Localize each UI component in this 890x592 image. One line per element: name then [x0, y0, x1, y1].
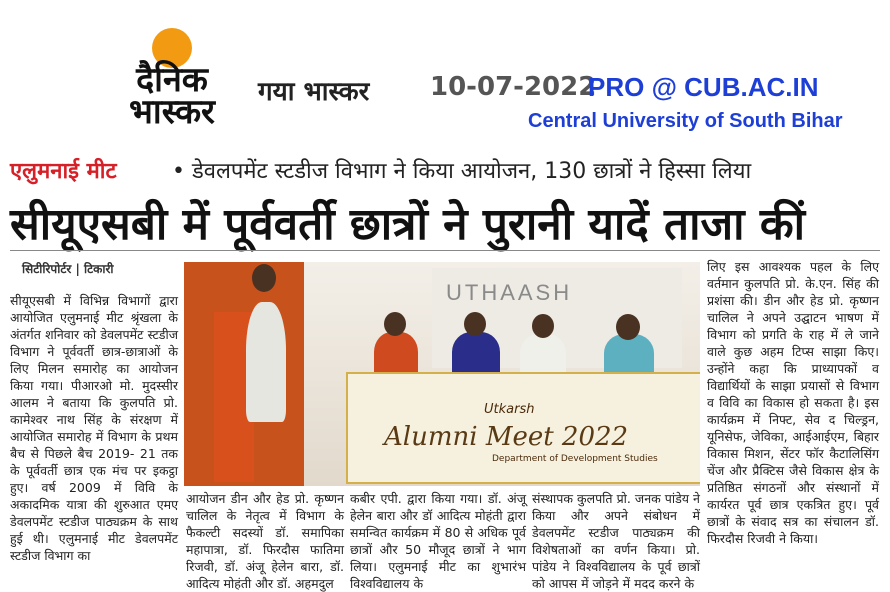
article-headline: सीयूएसबी में पूर्ववर्ती छात्रों ने पुरानी यादें ताजा कीं — [10, 199, 806, 250]
banner-script: Utkarsh — [484, 402, 535, 417]
article-column-5: लिए इस आवश्यक पहल के लिए वर्तमान कुलपति प्रो. के.एन. सिंह की प्रशंसा की। डीन और हेड प्रो. कृष्णन चालिल ने अपने उद्घाटन भाषण में विभाग को प्रगति के राह में ले जाने वाले कुछ अहम टिप्स साझा किए। उन्होंने कहा कि प्राध्यापकों व विद्यार्थियों के साझा प्रयासों से विभाग व विवि का विकास हो सकता है। इस कार्यक्रम में निफ्ट, सेव द चिल्ड्रन, यूनिसेफ, जेविका, आईआईएम, बिहार विकास मिशन, सेंटर फॉर कैटालिसिंग चेंज और प्रैक्टिस जैसे विकास क्षेत्र के प्रतिष्ठित संगठनों और संस्थानों में कार्यरत पूर्व छात्र एकत्रित हुए। पूर्व छात्रों के संवाद सत्र का संचालन डॉ. फिरदौस रिजवी ने किया। — [707, 259, 879, 546]
article-subhead: • डेवलपमेंट स्टडीज विभाग ने किया आयोजन, 130 छात्रों ने हिस्सा लिया — [172, 159, 752, 184]
publication-date: 10-07-2022 — [430, 72, 597, 102]
article-column-2: आयोजन डीन और हेड प्रो. कृष्णन चालिल के नेतृत्व में विभाग के फैकल्टी सदस्यों डॉ. समापिका महापात्रा, डॉ. फिरदौस फातिमा रिजवी, डॉ. अंजू हेलेन बारा, डॉ. आदित्य मोहंती और डॉ. अहमदुल — [186, 491, 344, 591]
article-column-3: कबीर एपी. द्वारा किया गया। डॉ. अंजू हेलेन बारा और डॉ आदित्य मोहंती द्वारा समन्वित कार्यक्रम में 80 से अधिक पूर्व छात्रों और 50 मौजूद छात्रों ने भाग लिया। एलुमनाई मीट का शुभारंभ विश्वविद्यालय के — [350, 491, 526, 591]
headline-divider — [10, 250, 880, 251]
newspaper-logo: दैनिक भास्कर — [129, 60, 215, 132]
article-column-1: सीयूएसबी में विभिन्न विभागों द्वारा आयोजित एलुमनाई मीट श्रृंखला के अंतर्गत शनिवार को डेवलपमेंट स्टडीज विभाग ने पूर्ववर्ती छात्र-छात्राओं के लिए मिलन समारोह का आयोजन किया गया। पीआरओ मो. मुदस्सीर आलम ने बताया कि कुलपति प्रो. कामेश्वर नाथ सिंह के संरक्षण में आयोजित समारोह में विभाग के प्रथम बैच से पिछले बैच 2019- 21 तक के पूर्ववर्ती छात्र एक मंच पर इकट्ठा हुए। वर्ष 2009 में विवि के अकादमिक यात्रा की शुरुआत एमए डेवलपमेंट स्टडीज पाठ्यक्रम के साथ हुई थी। एलुमनाई मीट डेवलपमेंट स्टडीज विभाग का — [10, 293, 178, 563]
event-photo — [184, 262, 700, 486]
banner-subtitle: Department of Development Studies — [492, 454, 658, 464]
article-column-4: संस्थापक कुलपति प्रो. जनक पांडेय ने किया और अपने संबोधन में डेवलपमेंट स्टडीज पाठ्यक्रम की विशेषताओं का वर्णन किया। प्रो. पांडेय ने विश्वविद्यालय के पूर्व छात्रों को आपस में जोड़ने में मदद करने के — [532, 491, 700, 591]
banner-title: Alumni Meet 2022 — [384, 422, 629, 452]
university-name: Central University of South Bihar — [528, 110, 843, 132]
article-kicker: एलुमनाई मीट — [10, 159, 117, 184]
photo-backdrop-text: UTHAASH — [446, 280, 573, 305]
pro-email: PRO @ CUB.AC.IN — [588, 72, 819, 102]
article-byline: सिटीरिपोर्टर | टिकारी — [22, 262, 114, 276]
edition-name: गया भास्कर — [258, 77, 370, 107]
